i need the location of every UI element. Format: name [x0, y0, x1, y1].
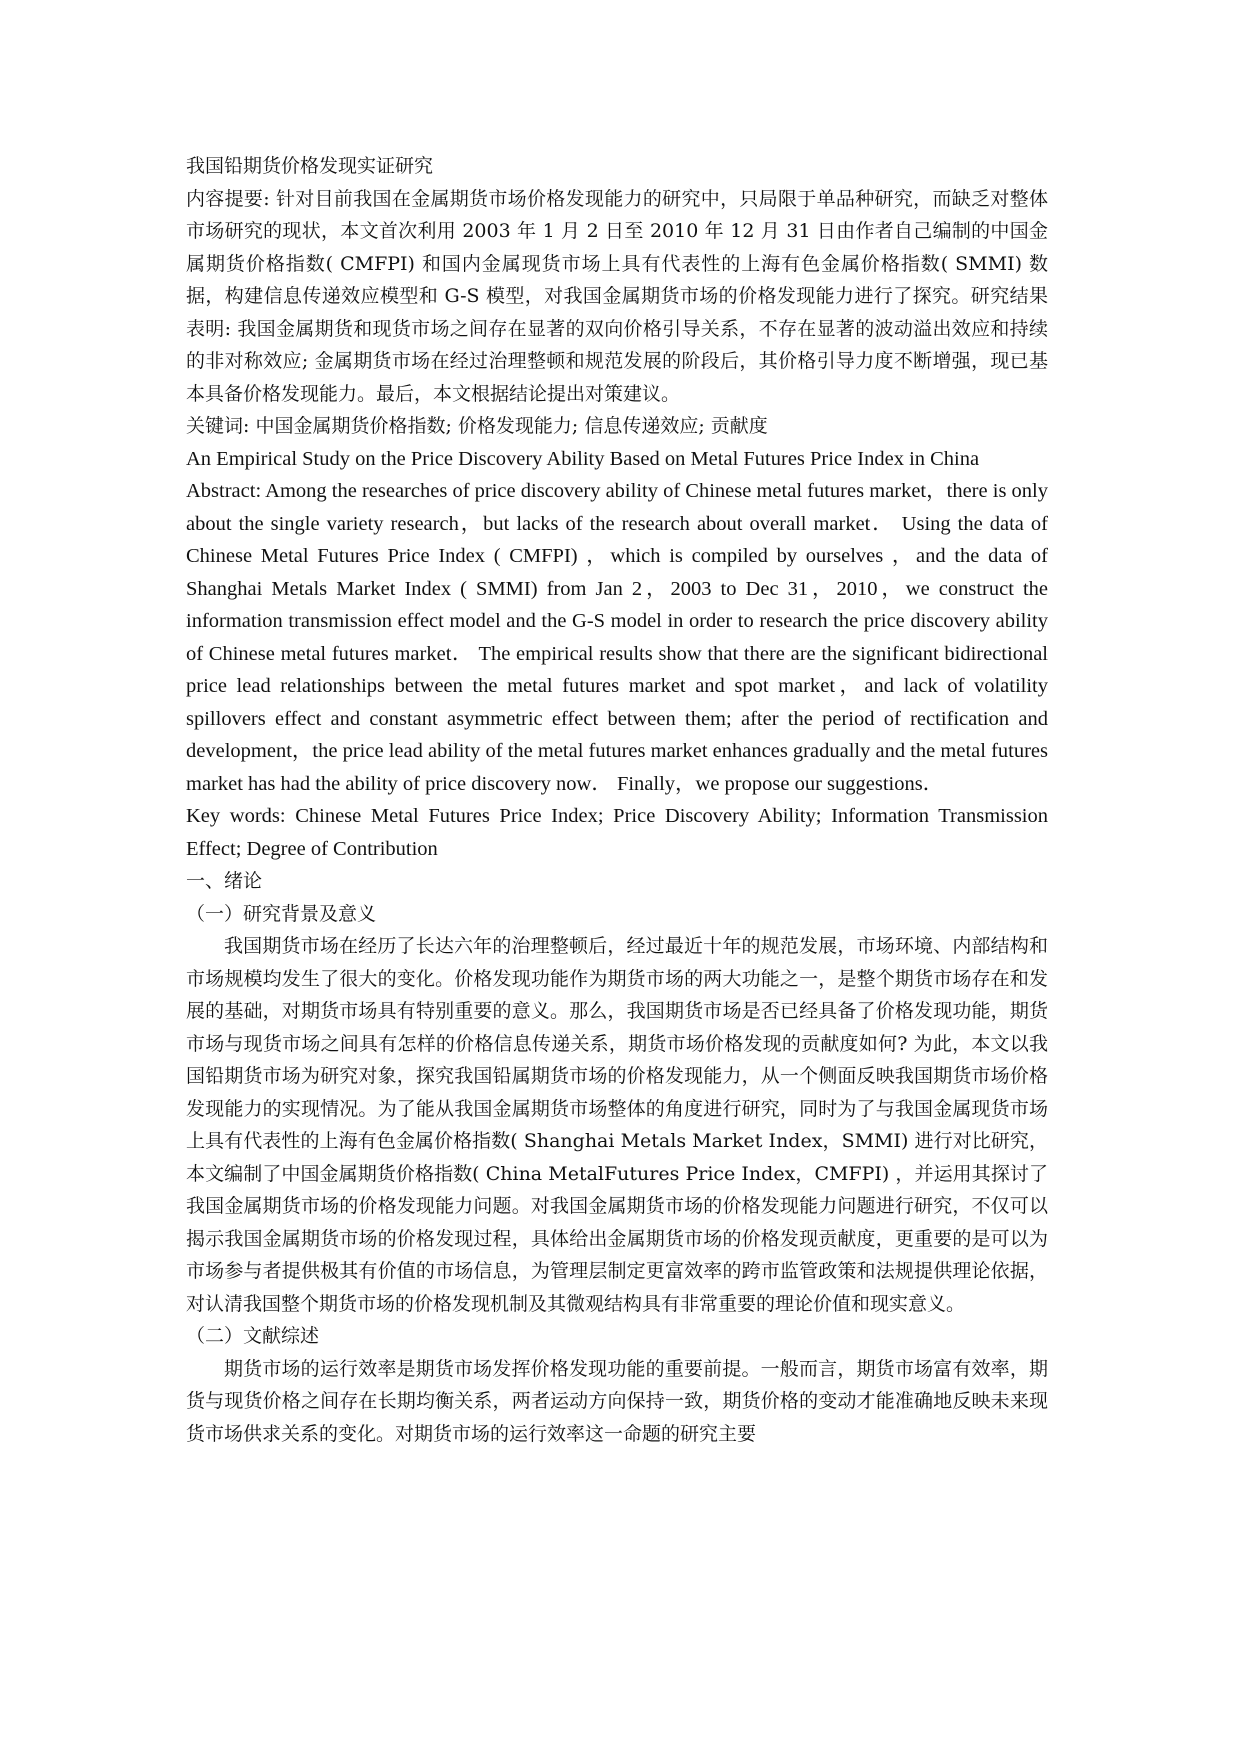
section-heading: 一、绪论 — [186, 870, 263, 892]
paper-title-english: An Empirical Study on the Price Discovery Ability Based on Metal Futures Price Index in China — [186, 447, 980, 470]
subsection-heading-background: （一）研究背景及意义 — [186, 902, 377, 925]
paragraph-literature: 期货市场的运行效率是期货市场发挥价格发现功能的重要前提。一般而言，期货市场富有效率，期货与现货价格之间存在长期均衡关系，两者运动方向保持一致，期货价格的变动才能准确地反映未来现货市场供求关系的变化。对期货市场的运行效率这一命题的研究主要 — [186, 1357, 1048, 1445]
paragraph-background: 我国期货市场在经历了长达六年的治理整顿后，经过最近十年的规范发展，市场环境、内部结构和市场规模均发生了很大的变化。价格发现功能作为期货市场的两大功能之一，是整个期货市场存在和发展的基础，对期货市场具有特别重要的意义。那么，我国期货市场是否已经具备了价格发现功能，期货市场与现货市场之间具有怎样的价格信息传递关系，期货市场价格发现的贡献度如何? 为此，本文以我国铅期货市场为研究对象，探究我国铅属期货市场的价格发现能力，从一个侧面反映我国期货市场价格发现能力的实现情况。为了能从我国金属期货市场整体的角度进行研究，同时为了与我国金属现货市场上具有代表性的上海有色金属价格指数( Shanghai Metals Market Index，SMMI) 进行对比研究，本文编制了中国金属期货价格指数( China MetalFutures Price Index，CMFPI) ，并运用其探讨了我国金属期货市场的价格发现能力问题。对我国金属期货市场的价格发现能力问题进行研究，不仅可以揭示我国金属期货市场的价格发现过程，具体给出金属期货市场的价格发现贡献度，更重要的是可以为市场参与者提供极其有价值的市场信息，为管理层制定更富效率的跨市监管政策和法规提供理论依据，对认清我国整个期货市场的价格发现机制及其微观结构具有非常重要的理论价值和现实意义。 — [186, 935, 1048, 1315]
keywords-chinese: 关键词: 中国金属期货价格指数; 价格发现能力; 信息传递效应; 贡献度 — [186, 415, 768, 437]
keywords-english: Key words: Chinese Metal Futures Price Index; Price Discovery Ability; Information Transmission Effect; Degree of Contribution — [186, 805, 1048, 860]
subsection-heading-literature: （二）文献综述 — [186, 1325, 320, 1347]
abstract-chinese: 内容提要: 针对目前我国在金属期货市场价格发现能力的研究中，只局限于单品种研究，而缺乏对整体市场研究的现状，本文首次利用 2003 年 1 月 2 日至 2010 年 12 月 31 日由作者自己编制的中国金属期货价格指数( CMFPI) 和国内金属现货市场上具有代表性的上海有色金属价格指数( SMMI) 数据，构建信息传递效应模型和 G-S 模型，对我国金属期货市场的价格发现能力进行了探究。研究结果表明: 我国金属期货和现货市场之间存在显著的双向价格引导关系，不存在显著的波动溢出效应和持续的非对称效应; 金属期货市场在经过治理整顿和规范发展的阶段后，其价格引导力度不断增强，现已基本具备价格发现能力。最后，本文根据结论提出对策建议。 — [186, 187, 1048, 405]
abstract-english: Abstract: Among the researches of price discovery ability of Chinese metal futures market，there is only about the single variety research，but lacks of the research about overall market． Using the data of Chinese Metal Futures Price Index ( CMFPI) ，which is compiled by ourselves ，and the data of Shanghai Metals Market Index ( SMMI) from Jan 2，2003 to Dec 31，2010，we construct the information transmission effect model and the G-S model in order to research the price discovery ability of Chinese metal futures market． The empirical results show that there are the significant bidirectional price lead relationships between the metal futures market and spot market，and lack of volatility spillovers effect and constant asymmetric effect between them; after the period of rectification and development，the price lead ability of the metal futures market enhances gradually and the metal futures market has had the ability of price discovery now． Finally，we propose our suggestions． — [186, 480, 1048, 795]
paper-title: 我国铅期货价格发现实证研究 — [186, 155, 434, 177]
document-body — [186, 150, 1048, 1450]
